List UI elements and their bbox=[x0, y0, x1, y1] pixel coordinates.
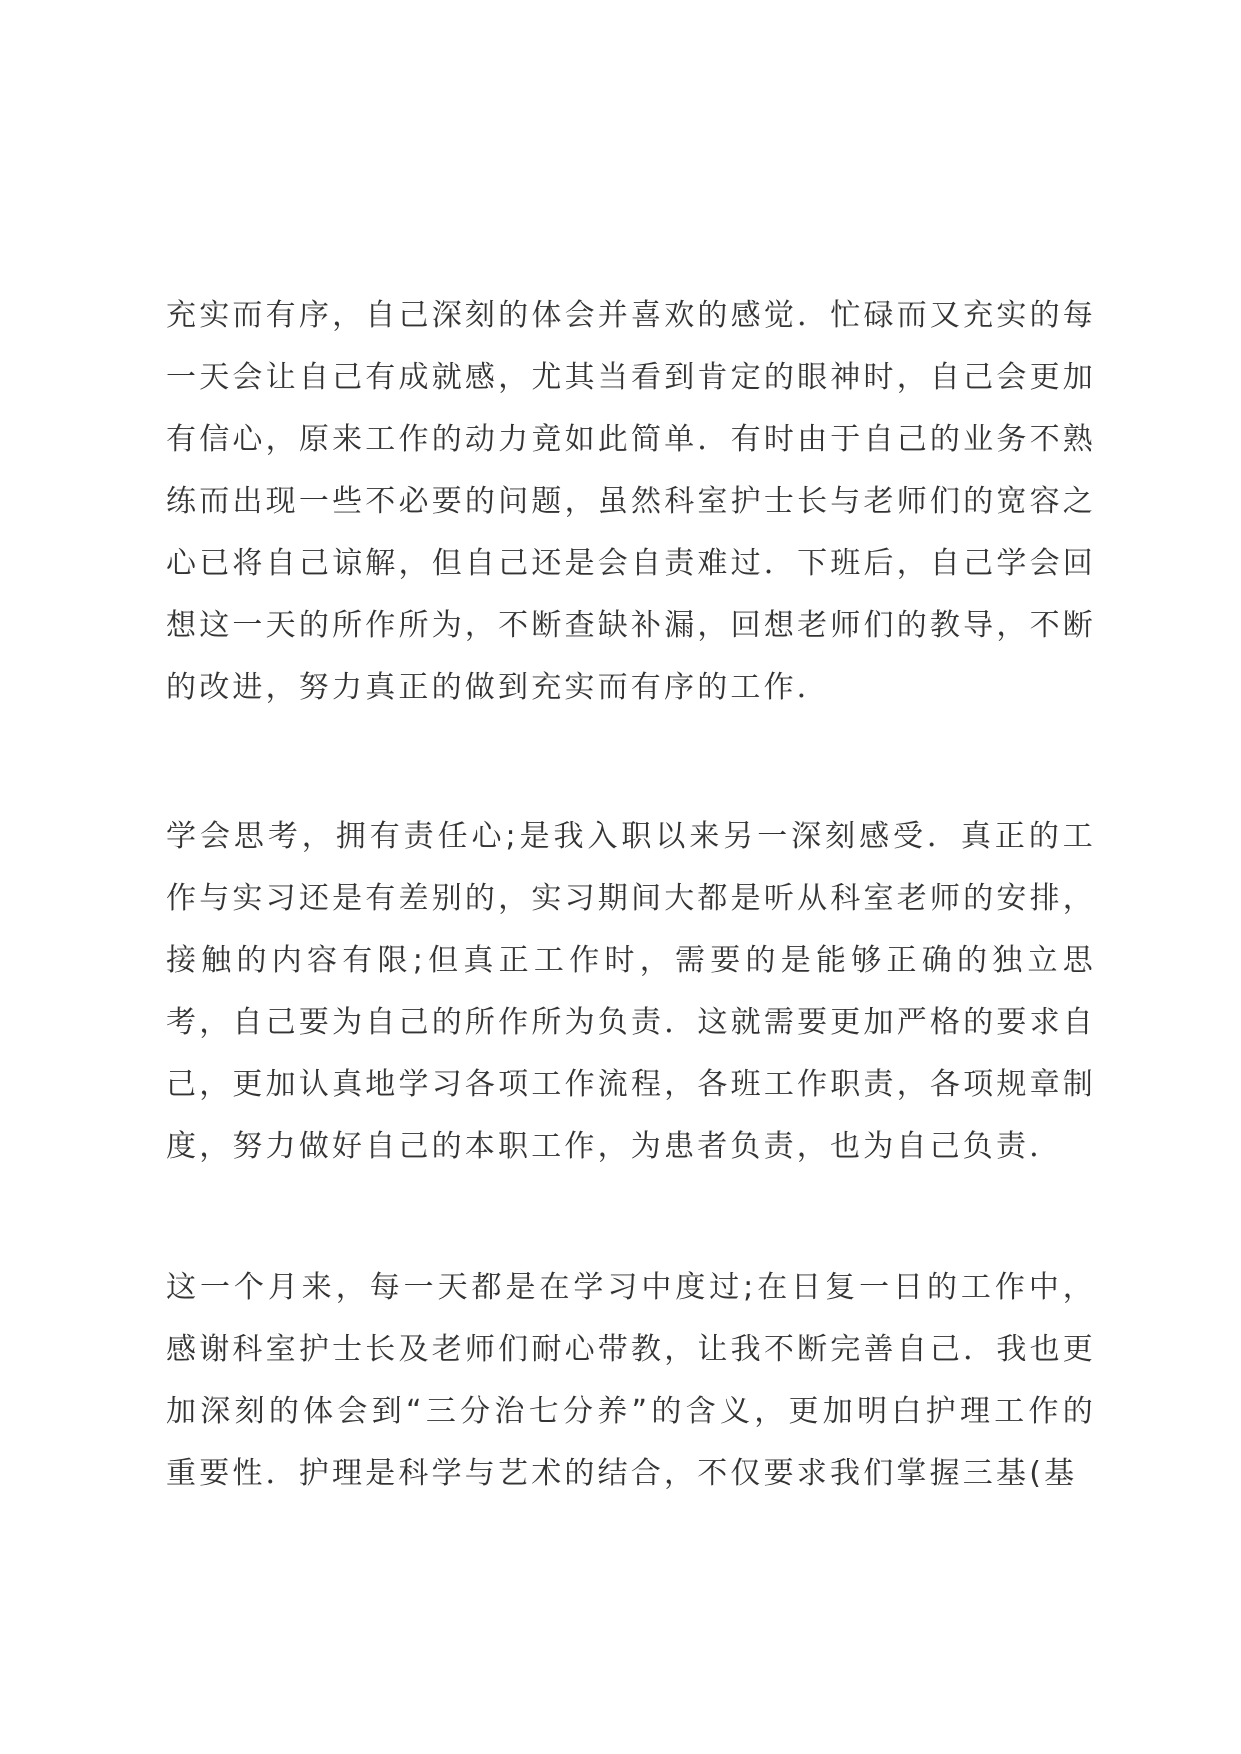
paragraph-1: 充实而有序，自己深刻的体会并喜欢的感觉．忙碌而又充实的每一天会让自己有成就感，尤其当看到肯定的眼神时，自己会更加有信心，原来工作的动力竟如此简单．有时由于自己的业务不熟练而出现一些不必要的问题，虽然科室护士长与老师们的宽容之心已将自己谅解，但自己还是会自责难过．下班后，自己学会回想这一天的所作所为，不断查缺补漏，回想老师们的教导，不断的改进，努力真正的做到充实而有序的工作． bbox=[166, 298, 1096, 705]
paragraph-2: 学会思考，拥有责任心;是我入职以来另一深刻感受．真正的工作与实习还是有差别的，实习期间大都是听从科室老师的安排，接触的内容有限;但真正工作时，需要的是能够正确的独立思考，自己要为自己的所作所为负责．这就需要更加严格的要求自己，更加认真地学习各项工作流程，各班工作职责，各项规章制度，努力做好自己的本职工作，为患者负责，也为自己负责． bbox=[166, 819, 1096, 1164]
paragraph-3: 这一个月来，每一天都是在学习中度过;在日复一日的工作中，感谢科室护士长及老师们耐心带教，让我不断完善自己．我也更加深刻的体会到“三分治七分养”的含义，更加明白护理工作的重要性．护理是科学与艺术的结合，不仅要求我们掌握三基(基 bbox=[166, 1270, 1096, 1491]
